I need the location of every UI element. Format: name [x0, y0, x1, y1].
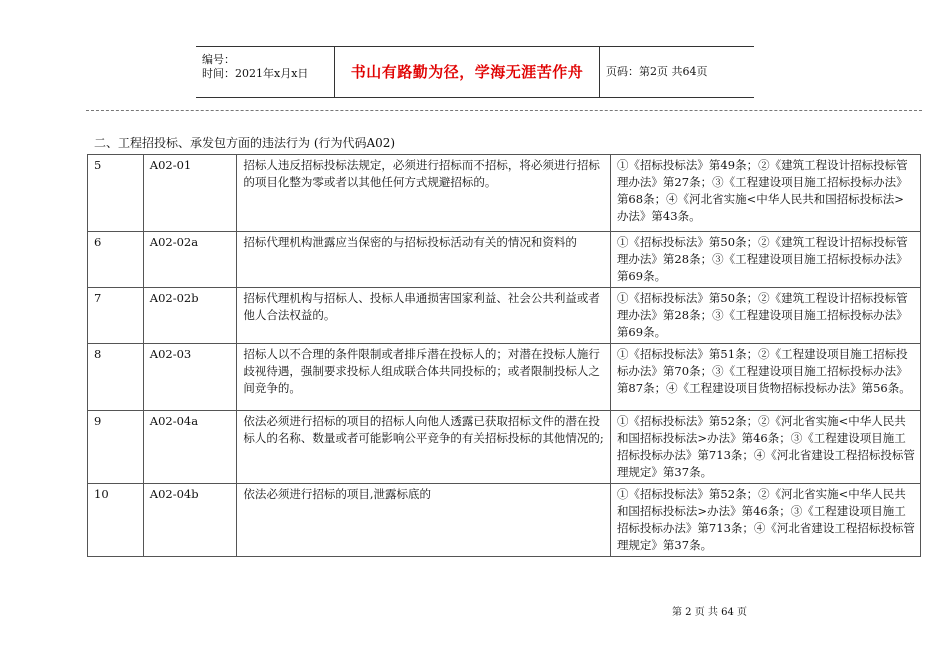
- table-row: [88, 232, 921, 288]
- document-number-label: 编号：: [202, 53, 235, 66]
- behavior-code: A02-04a: [143, 411, 237, 484]
- table-row: [88, 155, 921, 232]
- behavior-description: 招标人以不合理的条件限制或者排斥潜在投标人的；对潜在投标人施行歧视待遇，强制要求投标人组成联合体共同投标的；或者限制投标人之间竞争的。: [237, 344, 611, 411]
- behavior-description: 招标代理机构泄露应当保密的与招标投标活动有关的情况和资料的: [237, 232, 611, 288]
- legal-basis: ①《招标投标法》第52条；②《河北省实施<中华人民共和国招标投标法>办法》第46条；③《工程建设项目施工招标投标办法》第713条；④《河北省建设工程招标投标管理规定》第37条。: [610, 484, 920, 557]
- behavior-code: A02-01: [143, 155, 237, 232]
- behavior-code: A02-03: [143, 344, 237, 411]
- behavior-description: 招标人违反招标投标法规定，必须进行招标而不招标，将必须进行招标的项目化整为零或者以其他任何方式规避招标的。: [237, 155, 611, 232]
- row-number: 8: [88, 344, 144, 411]
- behavior-code: A02-02b: [143, 288, 237, 344]
- violations-table: [87, 154, 921, 557]
- legal-basis: ①《招标投标法》第50条；②《建筑工程设计招标投标管理办法》第28条；③《工程建设项目施工招标投标办法》第69条。: [610, 288, 920, 344]
- document-time-label: 时间：2021年x月x日: [202, 67, 309, 80]
- header-motto: 书山有路勤为径，学海无涯苦作舟: [335, 47, 600, 97]
- behavior-code: A02-02a: [143, 232, 237, 288]
- page-header: [196, 46, 754, 98]
- section-title: 二、工程招投标、承发包方面的违法行为 (行为代码A02): [94, 136, 396, 150]
- behavior-code: A02-04b: [143, 484, 237, 557]
- table-row: [88, 344, 921, 411]
- table-row: [88, 288, 921, 344]
- legal-basis: ①《招标投标法》第52条；②《河北省实施<中华人民共和国招标投标法>办法》第46条；③《工程建设项目施工招标投标办法》第713条；④《河北省建设工程招标投标管理规定》第37条。: [610, 411, 920, 484]
- legal-basis: ①《招标投标法》第50条；②《建筑工程设计招标投标管理办法》第28条；③《工程建设项目施工招标投标办法》第69条。: [610, 232, 920, 288]
- header-divider: [86, 110, 922, 111]
- legal-basis: ①《招标投标法》第51条；②《工程建设项目施工招标投标办法》第70条；③《工程建设项目施工招标投标办法》第87条；④《工程建设项目货物招标投标办法》第56条。: [610, 344, 920, 411]
- row-number: 5: [88, 155, 144, 232]
- page-footer: 第 2 页 共 64 页: [672, 607, 747, 618]
- behavior-description: 依法必须进行招标的项目的招标人向他人透露已获取招标文件的潜在投标人的名称、数量或者可能影响公平竞争的有关招标投标的其他情况的;: [237, 411, 611, 484]
- row-number: 6: [88, 232, 144, 288]
- behavior-description: 依法必须进行招标的项目,泄露标底的: [237, 484, 611, 557]
- legal-basis: ①《招标投标法》第49条；②《建筑工程设计招标投标管理办法》第27条；③《工程建设项目施工招标投标办法》第68条；④《河北省实施<中华人民共和国招标投标法>办法》第43条。: [610, 155, 920, 232]
- table-row: [88, 411, 921, 484]
- header-page-number: 页码：第2页 共64页: [606, 65, 708, 78]
- header-meta-cell: [196, 47, 335, 97]
- row-number: 10: [88, 484, 144, 557]
- row-number: 9: [88, 411, 144, 484]
- behavior-description: 招标代理机构与招标人、投标人串通损害国家利益、社会公共利益或者他人合法权益的。: [237, 288, 611, 344]
- table-row: [88, 484, 921, 557]
- row-number: 7: [88, 288, 144, 344]
